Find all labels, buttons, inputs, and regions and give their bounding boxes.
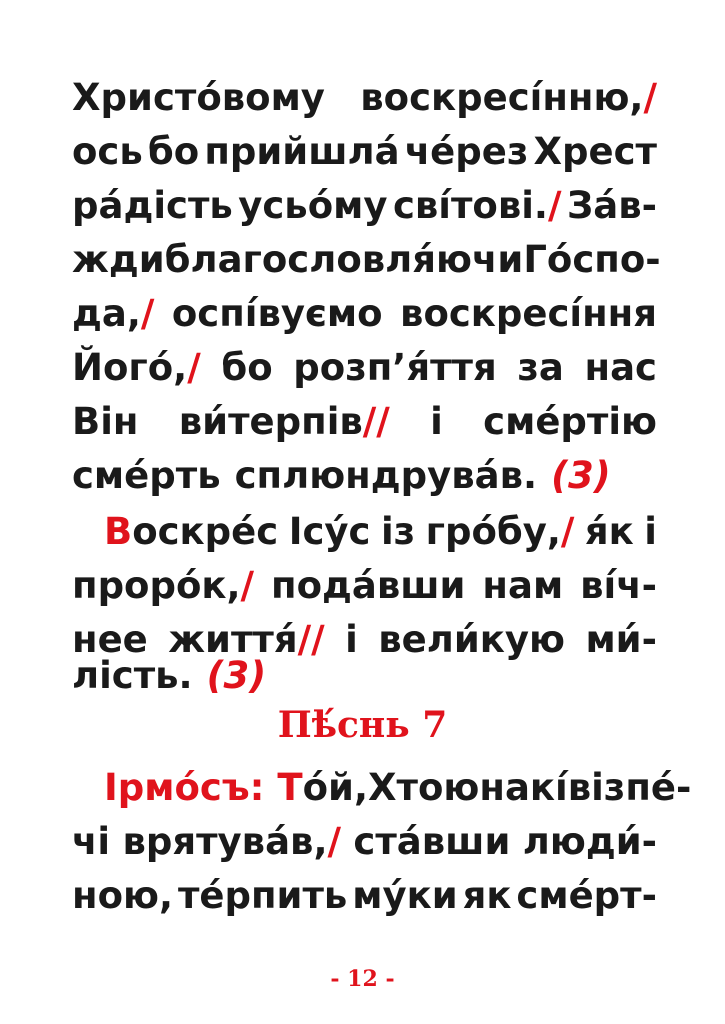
word: із (591, 766, 626, 809)
text-line (104, 510, 657, 558)
verse-separator: / (187, 346, 201, 389)
text-line (72, 130, 657, 178)
word: сплюндрува́в. (234, 454, 538, 497)
irmos-label: Ірмо́съ: (104, 766, 265, 809)
word: і (430, 400, 443, 443)
verse-separator: / (240, 564, 255, 607)
word: як (462, 874, 512, 917)
word: розп’я́ття (293, 346, 497, 389)
word: Його́,/ (72, 346, 201, 389)
text-line (72, 454, 657, 502)
word: Ісу́с (288, 510, 371, 553)
text-line (72, 76, 657, 124)
word: ви́терпів// (178, 400, 390, 443)
word: врятува́в,/ (122, 820, 342, 863)
verse-separator: / (560, 510, 575, 553)
verse-separator: / (547, 184, 562, 227)
word: прийшла́ (204, 130, 400, 173)
word: Ірмо́съ: То́й, (104, 766, 368, 809)
word: я́к (584, 510, 634, 553)
word: Воскре́с (104, 510, 279, 553)
text-line (72, 564, 657, 612)
word: бо (147, 130, 200, 173)
verse-separator: // (297, 618, 325, 661)
word: життя́// (168, 618, 325, 661)
text-line (104, 766, 692, 814)
word: че́рез (404, 130, 529, 173)
verse-separator: / (327, 820, 342, 863)
verse-separator: / (140, 292, 155, 335)
repeat-marker: (3) (206, 654, 267, 697)
word: ра́дість (72, 184, 233, 227)
text-line (72, 292, 657, 340)
word: ми́- (585, 618, 657, 661)
word: і (345, 618, 358, 661)
word: бо (221, 346, 273, 389)
text-line (72, 184, 657, 232)
word: сві́тові./ (392, 184, 562, 227)
text-line (72, 874, 657, 922)
word: оспі́вуємо (171, 292, 383, 335)
word: ною, (72, 874, 174, 917)
word: те́рпить (177, 874, 348, 917)
text-line (72, 820, 657, 868)
word: му́ки (352, 874, 458, 917)
word: проро́к,/ (72, 564, 255, 607)
word: воскресі́нню,/ (360, 76, 657, 119)
word: нам (482, 564, 564, 607)
word: із (380, 510, 416, 553)
verse-separator: / (643, 76, 657, 119)
word: пе́- (625, 766, 692, 809)
word: Христо́вому (72, 76, 325, 119)
word: ста́вши (353, 820, 511, 863)
word: люди́- (522, 820, 657, 863)
word: Хто (368, 766, 444, 809)
word: гро́бу,/ (425, 510, 575, 553)
word: Го́спо- (523, 238, 661, 281)
word: ось (72, 130, 143, 173)
word: сме́рт- (516, 874, 657, 917)
text-line (72, 346, 657, 394)
word: За́в- (566, 184, 657, 227)
word: ві́ч- (580, 564, 657, 607)
word: пода́вши (271, 564, 466, 607)
text-line (72, 238, 661, 286)
word: нее (72, 618, 148, 661)
word: жди (72, 238, 165, 281)
word: воскресі́ння (400, 292, 657, 335)
word: сме́ртію (483, 400, 657, 443)
text-line (72, 654, 657, 702)
verse-separator: // (362, 400, 390, 443)
word: і (644, 510, 657, 553)
word: усьо́му (238, 184, 388, 227)
text-line (72, 400, 657, 448)
word: Хрест (533, 130, 657, 173)
word: чі (72, 820, 111, 863)
repeat-marker: (3) (551, 454, 611, 497)
word: благословля́ючи (164, 238, 524, 281)
word: сме́рть (72, 454, 221, 497)
word: лість. (72, 654, 193, 697)
word: за (517, 346, 564, 389)
word: вели́кую (378, 618, 565, 661)
word: да,/ (72, 292, 155, 335)
drop-letter: Т (277, 766, 303, 809)
word: нас (584, 346, 657, 389)
word: Він (72, 400, 139, 443)
word: юнакі́в (443, 766, 592, 809)
page-number: - 12 - (330, 966, 395, 992)
ode-heading: Пѣ́снь 7 (277, 704, 448, 746)
drop-letter: В (104, 510, 133, 553)
